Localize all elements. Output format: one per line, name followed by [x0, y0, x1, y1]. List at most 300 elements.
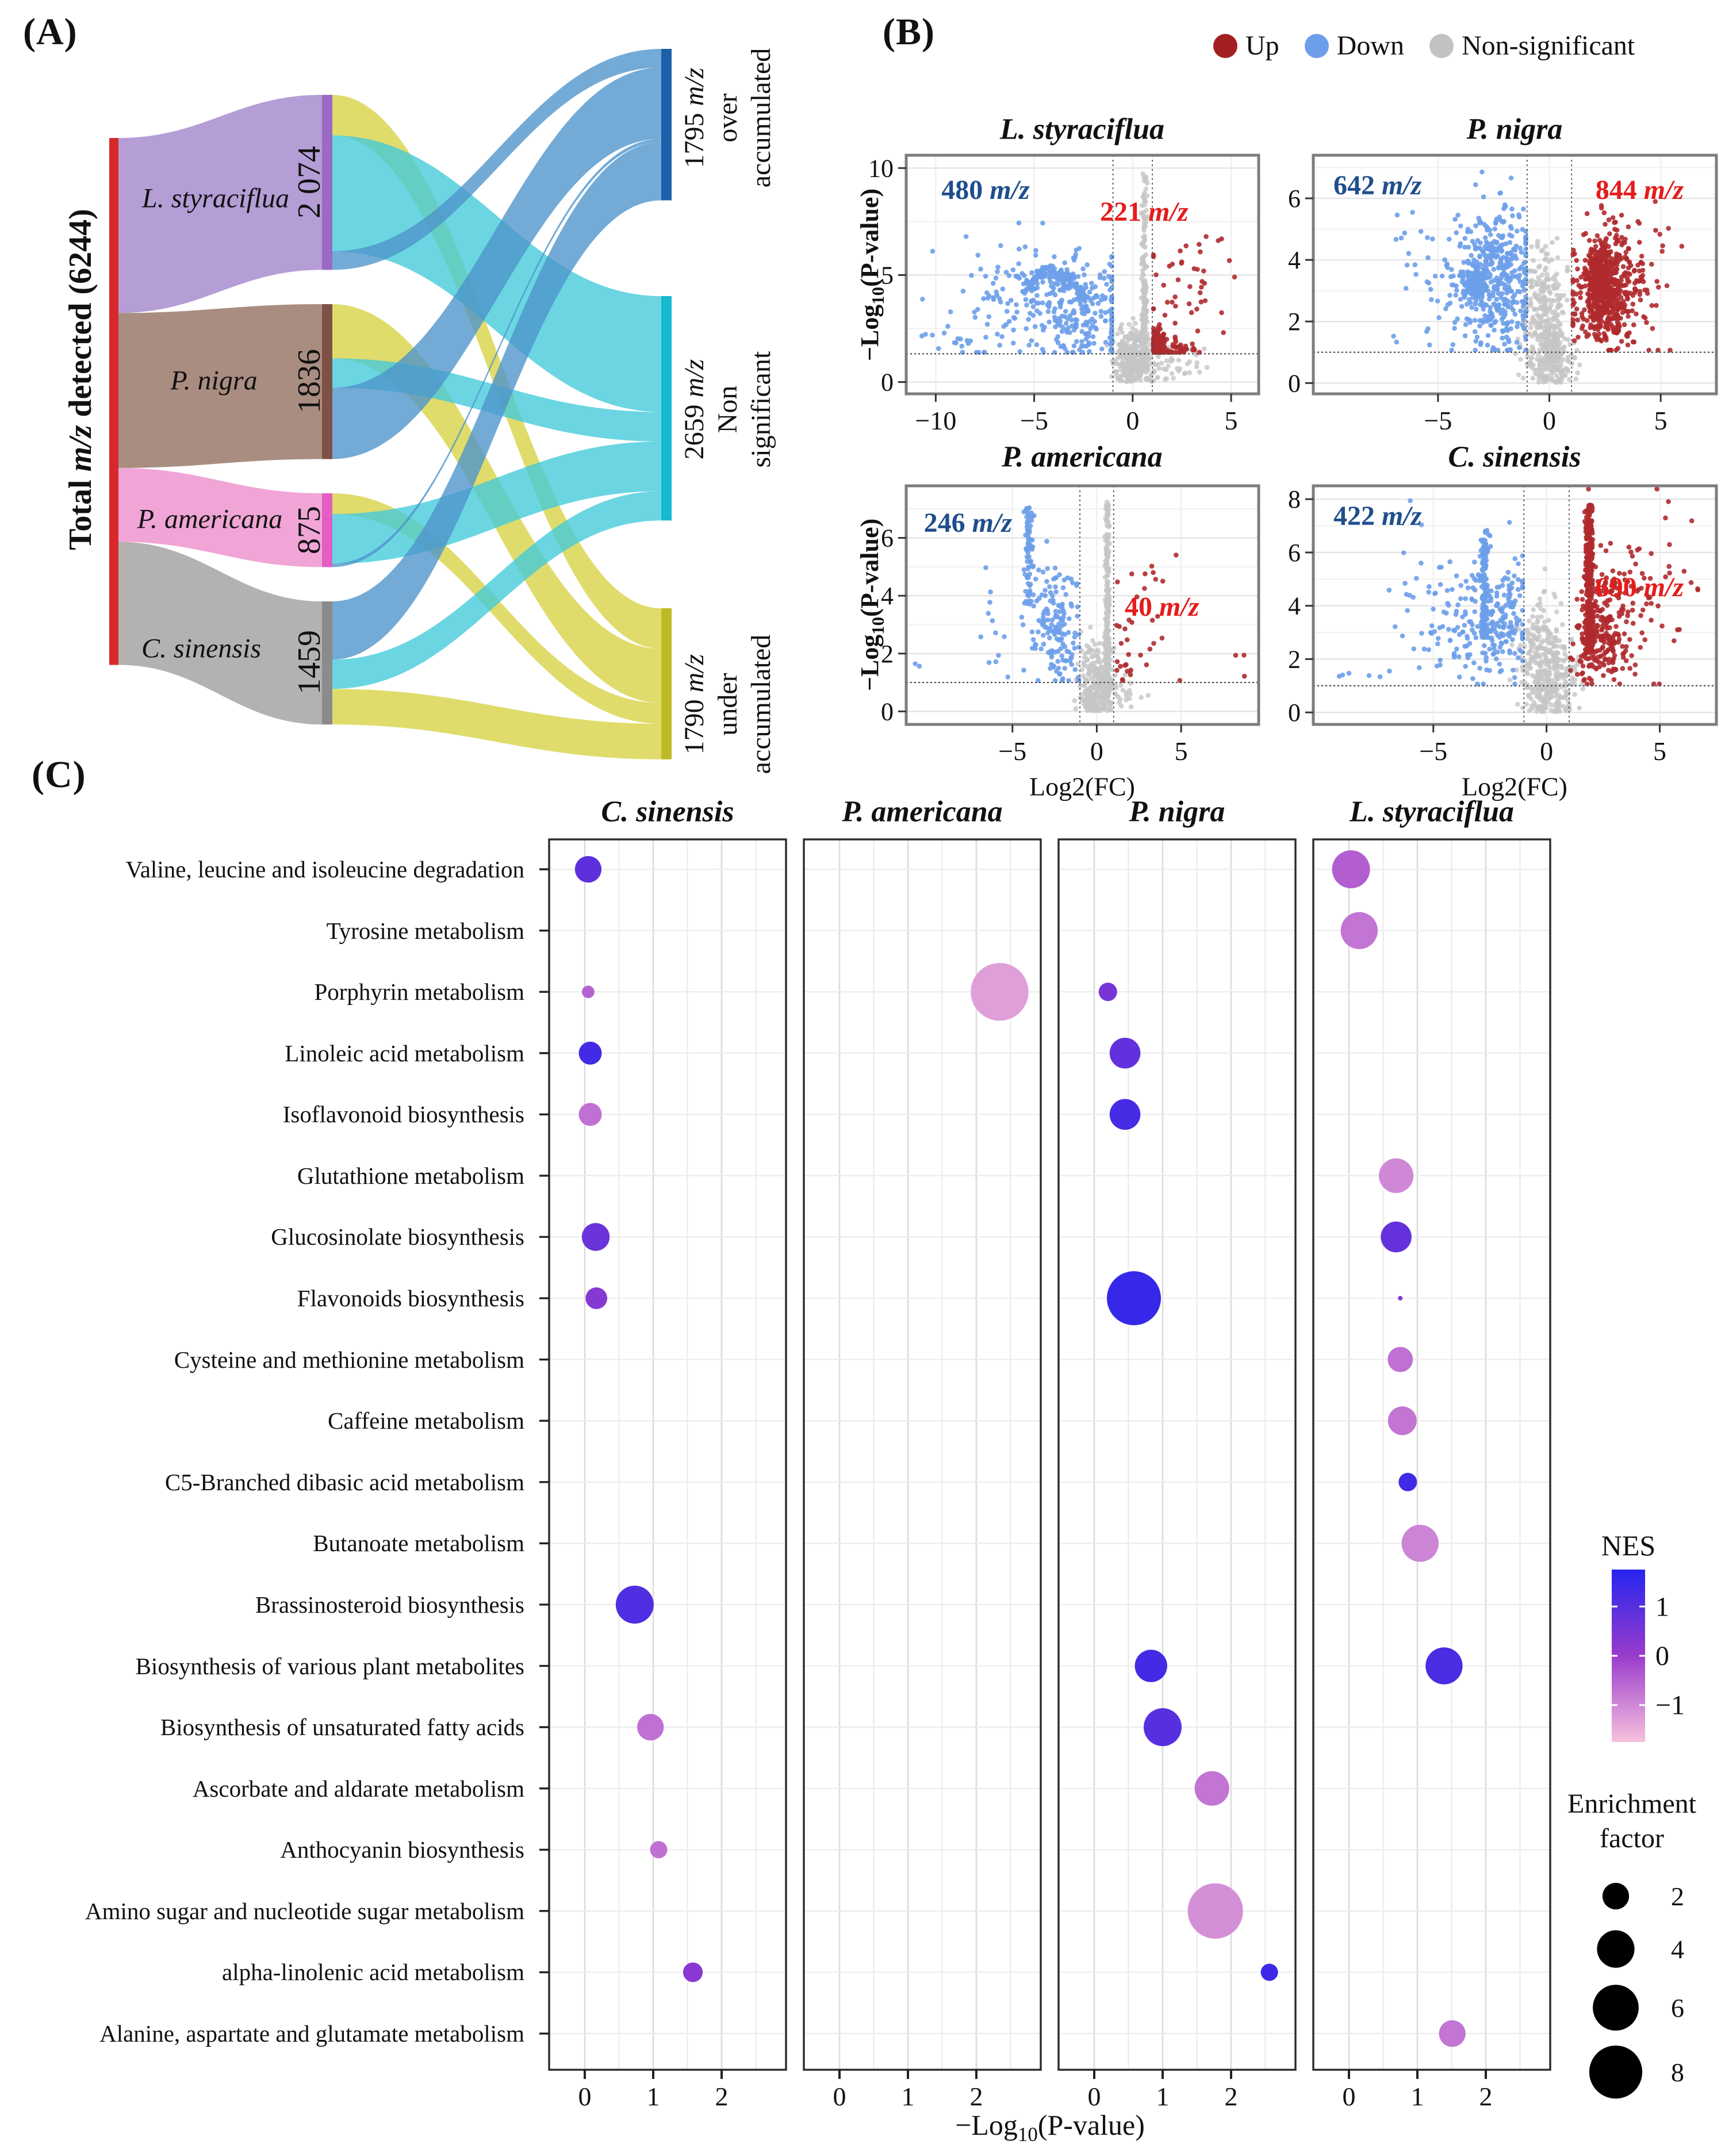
data-point-down: [1496, 265, 1501, 270]
data-point-down: [1502, 309, 1508, 314]
data-point-ns: [1530, 614, 1535, 619]
data-point-down: [1471, 258, 1477, 263]
data-point-down: [1026, 317, 1031, 322]
data-point-down: [1500, 649, 1505, 654]
data-point-up: [1151, 570, 1156, 576]
data-point-down: [997, 343, 1002, 348]
data-point-up: [1627, 272, 1632, 277]
data-point-up: [1604, 236, 1609, 241]
data-point-ns: [1082, 663, 1087, 669]
data-point-ns: [1530, 317, 1535, 322]
data-point-up: [1232, 275, 1237, 280]
data-point-ns: [1544, 312, 1549, 317]
data-point-ns: [1546, 327, 1551, 332]
data-point-down: [1440, 274, 1445, 279]
data-point-down: [1024, 302, 1029, 308]
data-point-ns: [1560, 622, 1565, 627]
data-point-down: [1492, 227, 1497, 232]
data-point-up: [1623, 254, 1628, 259]
data-point-ns: [1087, 645, 1092, 650]
data-point-up: [1614, 233, 1619, 238]
data-point-up: [1623, 291, 1628, 297]
data-point-down: [1401, 550, 1406, 555]
data-point-ns: [1105, 535, 1110, 540]
data-point-ns: [1572, 692, 1577, 697]
data-point-down: [1485, 262, 1490, 267]
data-point-up: [1151, 641, 1156, 646]
data-point-ns: [1183, 370, 1188, 375]
data-point-down: [1488, 232, 1493, 237]
data-point-down: [1031, 304, 1036, 309]
data-point-down: [998, 243, 1003, 248]
data-point-down: [1474, 306, 1479, 312]
data-point-up: [1634, 278, 1639, 283]
data-point-up: [1619, 213, 1624, 218]
y-tick-label: 6: [881, 524, 894, 553]
data-point-down: [994, 275, 999, 281]
data-point-up: [1162, 332, 1167, 337]
data-point-down: [1471, 661, 1477, 666]
data-point-down: [983, 274, 988, 279]
data-point-ns: [1529, 696, 1534, 701]
data-point-down: [1431, 607, 1436, 612]
y-tick-label: 6: [1288, 184, 1301, 213]
data-point-ns: [1534, 674, 1539, 679]
data-point-down: [1460, 615, 1465, 620]
data-point-up: [1572, 251, 1577, 256]
x-tick-label: −5: [1020, 406, 1049, 435]
data-point-ns: [1543, 656, 1548, 661]
data-point-down: [1053, 589, 1059, 594]
data-point-ns: [1536, 335, 1541, 340]
data-point-ns: [1103, 662, 1109, 667]
data-point-up: [1592, 327, 1597, 332]
data-point-down: [1497, 624, 1502, 630]
data-point-down: [1465, 653, 1470, 658]
data-point-up: [1591, 318, 1596, 323]
data-point-down: [1053, 566, 1058, 571]
data-point-down: [1025, 554, 1030, 559]
data-point-down: [996, 653, 1001, 658]
data-point-down: [1518, 309, 1523, 314]
data-point-ns: [1570, 678, 1575, 684]
data-point-ns: [1132, 367, 1137, 373]
data-point-ns: [1557, 303, 1562, 308]
data-point-down: [1445, 601, 1450, 606]
data-point-ns: [1538, 596, 1543, 601]
data-point-down: [1413, 262, 1418, 267]
data-point-up: [1148, 647, 1153, 652]
data-point-ns: [1562, 344, 1567, 350]
data-point-ns: [1142, 306, 1147, 312]
data-point-down: [919, 333, 925, 339]
data-point-up: [1601, 268, 1606, 273]
data-point-down: [1451, 342, 1456, 347]
data-point-ns: [1575, 370, 1580, 375]
data-point-ns: [1561, 293, 1566, 298]
data-point-ns: [1551, 592, 1557, 597]
data-point-ns: [1520, 705, 1525, 711]
data-point-down: [1472, 609, 1477, 615]
data-point-down: [981, 296, 986, 301]
data-point-up: [1588, 254, 1593, 259]
data-point-down: [1454, 647, 1459, 652]
data-point-ns: [1529, 285, 1534, 290]
data-point-up: [1583, 283, 1588, 289]
data-point-down: [1483, 235, 1488, 240]
data-point-up: [1115, 580, 1120, 585]
data-point-down: [1492, 328, 1497, 333]
data-point-ns: [1528, 325, 1534, 331]
data-point-ns: [1143, 336, 1148, 341]
data-point-up: [1164, 337, 1170, 342]
data-point-down: [1480, 650, 1485, 655]
data-point-ns: [1565, 268, 1570, 274]
data-point-down: [998, 300, 1003, 305]
data-point-down: [1452, 217, 1458, 222]
data-point-ns: [1542, 589, 1547, 594]
data-point-down: [1520, 227, 1525, 232]
data-point-down: [1062, 666, 1067, 671]
data-point-down: [961, 289, 966, 294]
data-point-ns: [1142, 266, 1147, 271]
data-point-down: [1059, 646, 1064, 651]
data-point-ns: [1086, 707, 1091, 712]
data-point-down: [1060, 676, 1065, 681]
data-point-up: [1119, 641, 1124, 646]
data-point-down: [1052, 632, 1057, 637]
data-point-ns: [1531, 633, 1536, 638]
data-point-down: [1489, 241, 1494, 246]
data-point-up: [1163, 313, 1168, 318]
data-point-up: [1631, 293, 1636, 298]
data-point-up: [1642, 287, 1647, 293]
data-point-down: [1033, 642, 1038, 647]
data-point-down: [1051, 601, 1056, 606]
data-point-down: [1488, 293, 1493, 298]
data-point-down: [1438, 658, 1443, 663]
data-point-down: [1068, 313, 1073, 319]
data-point-down: [1501, 255, 1506, 260]
data-point-up: [1650, 303, 1655, 308]
data-point-down: [1109, 318, 1114, 323]
data-point-up: [1605, 271, 1610, 276]
data-point-down: [1514, 256, 1519, 261]
data-point-up: [1680, 244, 1685, 249]
data-point-down: [1495, 283, 1500, 288]
data-point-ns: [1538, 606, 1543, 611]
data-point-ns: [1548, 322, 1554, 327]
data-point-up: [1125, 669, 1130, 674]
data-point-ns: [1551, 644, 1557, 649]
data-point-ns: [1516, 373, 1521, 378]
data-point-down: [1470, 627, 1475, 632]
x-tick-label: 5: [1224, 406, 1238, 435]
data-point-ns: [1540, 273, 1545, 278]
data-point-down: [1086, 295, 1091, 300]
data-point-down: [975, 253, 980, 258]
data-point-down: [1522, 287, 1527, 292]
data-point-ns: [1170, 371, 1175, 376]
data-point-ns: [1554, 629, 1559, 634]
data-point-ns: [1141, 243, 1146, 248]
data-point-down: [1462, 644, 1467, 649]
data-point-ns: [1538, 374, 1543, 379]
data-point-down: [1031, 637, 1036, 642]
data-point-down: [1100, 293, 1105, 298]
data-point-ns: [1105, 581, 1110, 586]
data-point-down: [1425, 255, 1431, 260]
data-point-down: [1026, 530, 1031, 535]
data-point-up: [1607, 231, 1612, 236]
data-point-down: [1513, 312, 1518, 317]
data-point-down: [1402, 231, 1408, 236]
data-point-down: [1484, 667, 1489, 673]
data-point-down: [1075, 613, 1080, 619]
x-tick-label: 5: [1654, 406, 1667, 435]
data-point-down: [1452, 320, 1458, 325]
data-point-down: [1452, 651, 1457, 656]
data-point-ns: [1577, 705, 1582, 711]
data-point-down: [1044, 292, 1049, 297]
data-point-ns: [1106, 524, 1111, 530]
data-point-up: [1660, 243, 1665, 248]
data-point-up: [1638, 297, 1643, 302]
data-point-down: [1060, 329, 1065, 334]
data-point-ns: [1084, 699, 1089, 704]
data-point-down: [1438, 662, 1443, 667]
data-point-ns: [1550, 257, 1555, 262]
data-point-ns: [1124, 370, 1129, 375]
data-point-down: [1005, 309, 1010, 314]
data-point-down: [1034, 293, 1040, 298]
data-point-down: [1483, 551, 1488, 557]
data-point-down: [1049, 284, 1054, 289]
data-point-ns: [1155, 375, 1160, 380]
data-point-ns: [1562, 658, 1567, 663]
data-point-ns: [1545, 358, 1550, 363]
data-point-down: [1041, 642, 1046, 647]
data-point-down: [1014, 302, 1019, 308]
data-point-down: [1462, 245, 1467, 250]
data-point-down: [1053, 584, 1058, 589]
data-point-down: [1080, 329, 1085, 334]
data-point-down: [1513, 556, 1518, 561]
data-point-down: [1004, 270, 1009, 275]
y-tick-label: 0: [1288, 369, 1301, 398]
data-point-up: [1586, 303, 1591, 308]
data-point-down: [1472, 576, 1477, 581]
data-point-down: [1037, 596, 1042, 601]
data-point-ns: [1531, 258, 1536, 263]
data-point-ns: [1098, 708, 1103, 713]
data-point-down: [1074, 325, 1079, 330]
data-point-down: [1047, 628, 1052, 633]
data-point-down: [1484, 558, 1489, 563]
data-point-ns: [1549, 302, 1554, 308]
data-point-down: [1500, 336, 1505, 341]
data-point-ns: [1531, 622, 1536, 627]
data-point-up: [1610, 278, 1615, 283]
data-point-down: [1050, 593, 1055, 599]
data-point-down: [1521, 260, 1527, 266]
data-point-up: [1605, 324, 1610, 329]
data-point-up: [1587, 238, 1592, 243]
data-point-ns: [1521, 376, 1526, 381]
data-point-down: [1482, 643, 1487, 649]
x-tick-label: −5: [998, 736, 1027, 766]
data-point-down: [1052, 314, 1057, 320]
data-point-up: [1656, 285, 1661, 290]
data-point-down: [1047, 584, 1052, 589]
data-point-ns: [1548, 363, 1554, 368]
data-point-up: [1666, 226, 1671, 231]
data-point-down: [1483, 224, 1489, 229]
data-point-ns: [1113, 360, 1118, 366]
data-point-up: [1625, 334, 1630, 339]
data-point-down: [1488, 621, 1493, 626]
data-point-ns: [1138, 344, 1143, 349]
data-point-down: [1474, 286, 1479, 291]
data-point-up: [1620, 240, 1626, 245]
data-point-up: [1578, 285, 1584, 290]
data-point-up: [1160, 579, 1166, 584]
data-point-up: [1574, 306, 1580, 312]
data-point-down: [984, 290, 990, 296]
data-point-down: [1453, 293, 1458, 298]
data-point-down: [1034, 342, 1040, 347]
data-point-up: [1616, 326, 1621, 331]
data-point-down: [1052, 254, 1057, 259]
data-point-down: [991, 281, 996, 286]
data-point-down: [1458, 596, 1463, 601]
data-point-up: [1600, 280, 1605, 285]
data-point-down: [1083, 285, 1088, 290]
data-point-ns: [1128, 331, 1133, 336]
data-point-ns: [1554, 672, 1559, 677]
data-point-ns: [1168, 359, 1174, 364]
data-point-ns: [1166, 364, 1171, 369]
data-point-ns: [1544, 697, 1549, 702]
data-point-down: [1040, 347, 1045, 352]
data-point-down: [1482, 565, 1487, 570]
data-point-up: [1192, 348, 1197, 353]
data-point-down: [1478, 554, 1483, 559]
data-point-down: [1477, 666, 1482, 671]
data-point-down: [1504, 327, 1509, 332]
data-point-down: [1493, 630, 1498, 635]
data-point-down: [1516, 587, 1521, 592]
data-point-up: [1161, 283, 1166, 288]
data-point-down: [1447, 237, 1452, 242]
data-point-up: [1120, 677, 1125, 682]
data-point-up: [1614, 255, 1619, 260]
data-point-ns: [1518, 643, 1523, 648]
data-point-ns: [1127, 688, 1132, 693]
data-point-down: [1473, 182, 1478, 187]
data-point-ns: [1525, 627, 1530, 632]
data-point-ns: [1555, 285, 1560, 290]
data-point-down: [1099, 347, 1105, 352]
data-point-down: [1426, 590, 1431, 595]
data-point-ns: [1550, 283, 1555, 289]
data-point-down: [1426, 647, 1431, 653]
data-point-down: [1487, 609, 1492, 615]
data-point-down: [1484, 284, 1489, 289]
data-point-ns: [1535, 239, 1540, 244]
data-point-up: [1179, 259, 1184, 264]
data-point-ns: [1556, 298, 1561, 303]
data-point-down: [1073, 667, 1078, 672]
data-point-down: [1413, 272, 1419, 277]
data-point-down: [1511, 308, 1516, 313]
data-point-up: [1115, 659, 1120, 665]
data-point-down: [1474, 635, 1479, 640]
data-point-down: [1394, 237, 1399, 242]
data-point-ns: [1547, 289, 1552, 294]
data-point-ns: [1550, 369, 1555, 374]
data-point-down: [1512, 602, 1517, 607]
data-point-up: [1580, 311, 1585, 316]
data-point-down: [1419, 631, 1424, 636]
data-point-ns: [1566, 689, 1571, 695]
data-point-down: [1055, 659, 1060, 664]
data-point-down: [1473, 247, 1478, 252]
data-point-ns: [1565, 298, 1570, 303]
data-point-down: [1109, 285, 1114, 290]
data-point-down: [1041, 570, 1046, 575]
data-point-down: [1032, 513, 1037, 519]
data-point-down: [983, 335, 988, 340]
data-point-down: [1058, 616, 1063, 622]
data-point-ns: [1093, 666, 1098, 671]
data-point-down: [1045, 617, 1051, 623]
data-point-ns: [1114, 369, 1119, 374]
data-point-down: [1473, 264, 1478, 270]
data-point-down: [1509, 319, 1515, 324]
data-point-up: [1621, 264, 1626, 269]
data-point-up: [1153, 577, 1159, 582]
data-point-up: [1151, 343, 1156, 348]
data-point-down: [1075, 581, 1080, 586]
data-point-ns: [1194, 360, 1199, 366]
data-point-up: [1613, 292, 1618, 297]
data-point-ns: [1141, 257, 1146, 262]
data-point-ns: [1538, 669, 1543, 674]
data-point-down: [1509, 206, 1515, 212]
data-point-down: [1455, 625, 1460, 630]
data-point-down: [1090, 301, 1095, 306]
data-point-ns: [1088, 625, 1093, 630]
data-point-ns: [1537, 264, 1542, 269]
data-point-down: [1082, 273, 1087, 278]
data-point-down: [1509, 233, 1515, 239]
data-point-ns: [1115, 356, 1120, 361]
data-point-down: [1503, 612, 1508, 617]
data-point-down: [1447, 293, 1452, 298]
data-point-down: [1091, 334, 1096, 339]
data-point-ns: [1118, 683, 1124, 688]
data-point-down: [1487, 647, 1492, 652]
data-point-down: [1480, 278, 1485, 283]
data-point-down: [1447, 559, 1452, 565]
data-point-ns: [1557, 693, 1562, 698]
data-point-ns: [1081, 673, 1086, 678]
data-point-down: [1084, 322, 1089, 327]
data-point-down: [1498, 669, 1503, 674]
data-point-down: [1017, 247, 1022, 252]
data-point-down: [1026, 566, 1031, 571]
